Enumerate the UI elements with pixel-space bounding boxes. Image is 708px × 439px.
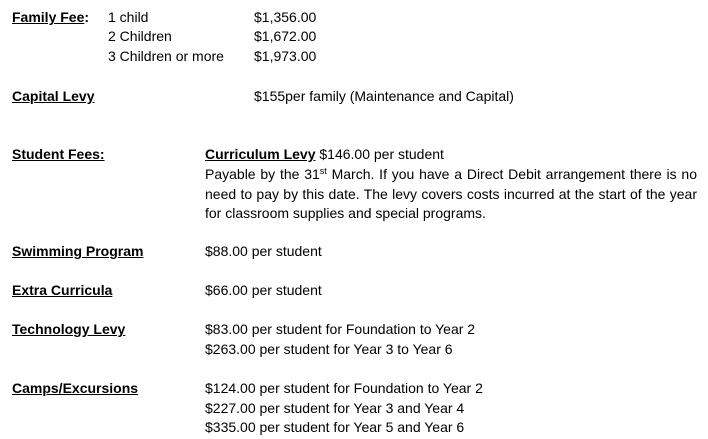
curriculum-levy-label: Curriculum Levy [205,146,316,162]
camps-excursions-line-2: $227.00 per student for Year 3 and Year 4 [205,400,465,416]
payable-rest: March. If you have a Direct Debit arrangement there is no need to pay by this date. The levy covers costs incurred at the start of the year for classroom supplies and special programs. [205,166,698,221]
curriculum-levy-line [205,145,444,164]
technology-levy-line-2: $263.00 per student for Year 3 to Year 6 [205,341,453,357]
extra-curricula-text: $66.00 per student [205,282,322,298]
camps-excursions-line-3: $335.00 per student for Year 5 and Year 6 [205,419,465,435]
curriculum-levy-amount: $146.00 per student [315,146,444,162]
technology-levy-line-1: $83.00 per student for Foundation to Year 2 [205,321,476,337]
family-fee-label: Family Fee [12,9,85,25]
family-fee-children-2: 2 Children [108,28,172,44]
curriculum-levy-description [205,165,697,224]
student-fees-label: Student Fees: [12,146,105,162]
camps-excursions-line-1: $124.00 per student for Foundation to Year 2 [205,380,483,396]
camps-excursions-label: Camps/Excursions [12,380,139,396]
family-fee-amount-3: $1,973.00 [254,48,317,64]
family-fee-heading [12,8,89,27]
payable-ordinal: st [319,166,327,176]
family-fee-children-1: 1 child [108,9,149,25]
capital-levy-label: Capital Levy [12,88,95,104]
extra-curricula-label: Extra Curricula [12,282,113,298]
swimming-program-label: Swimming Program [12,243,144,259]
family-fee-children-3: 3 Children or more [108,48,224,64]
swimming-program-text: $88.00 per student [205,243,322,259]
payable-prefix: Payable by the 31 [205,166,320,182]
family-fee-colon: : [84,9,90,25]
capital-levy-text: $155per family (Maintenance and Capital) [254,88,514,104]
family-fee-amount-1: $1,356.00 [254,9,317,25]
technology-levy-label: Technology Levy [12,321,126,337]
family-fee-amount-2: $1,672.00 [254,28,317,44]
